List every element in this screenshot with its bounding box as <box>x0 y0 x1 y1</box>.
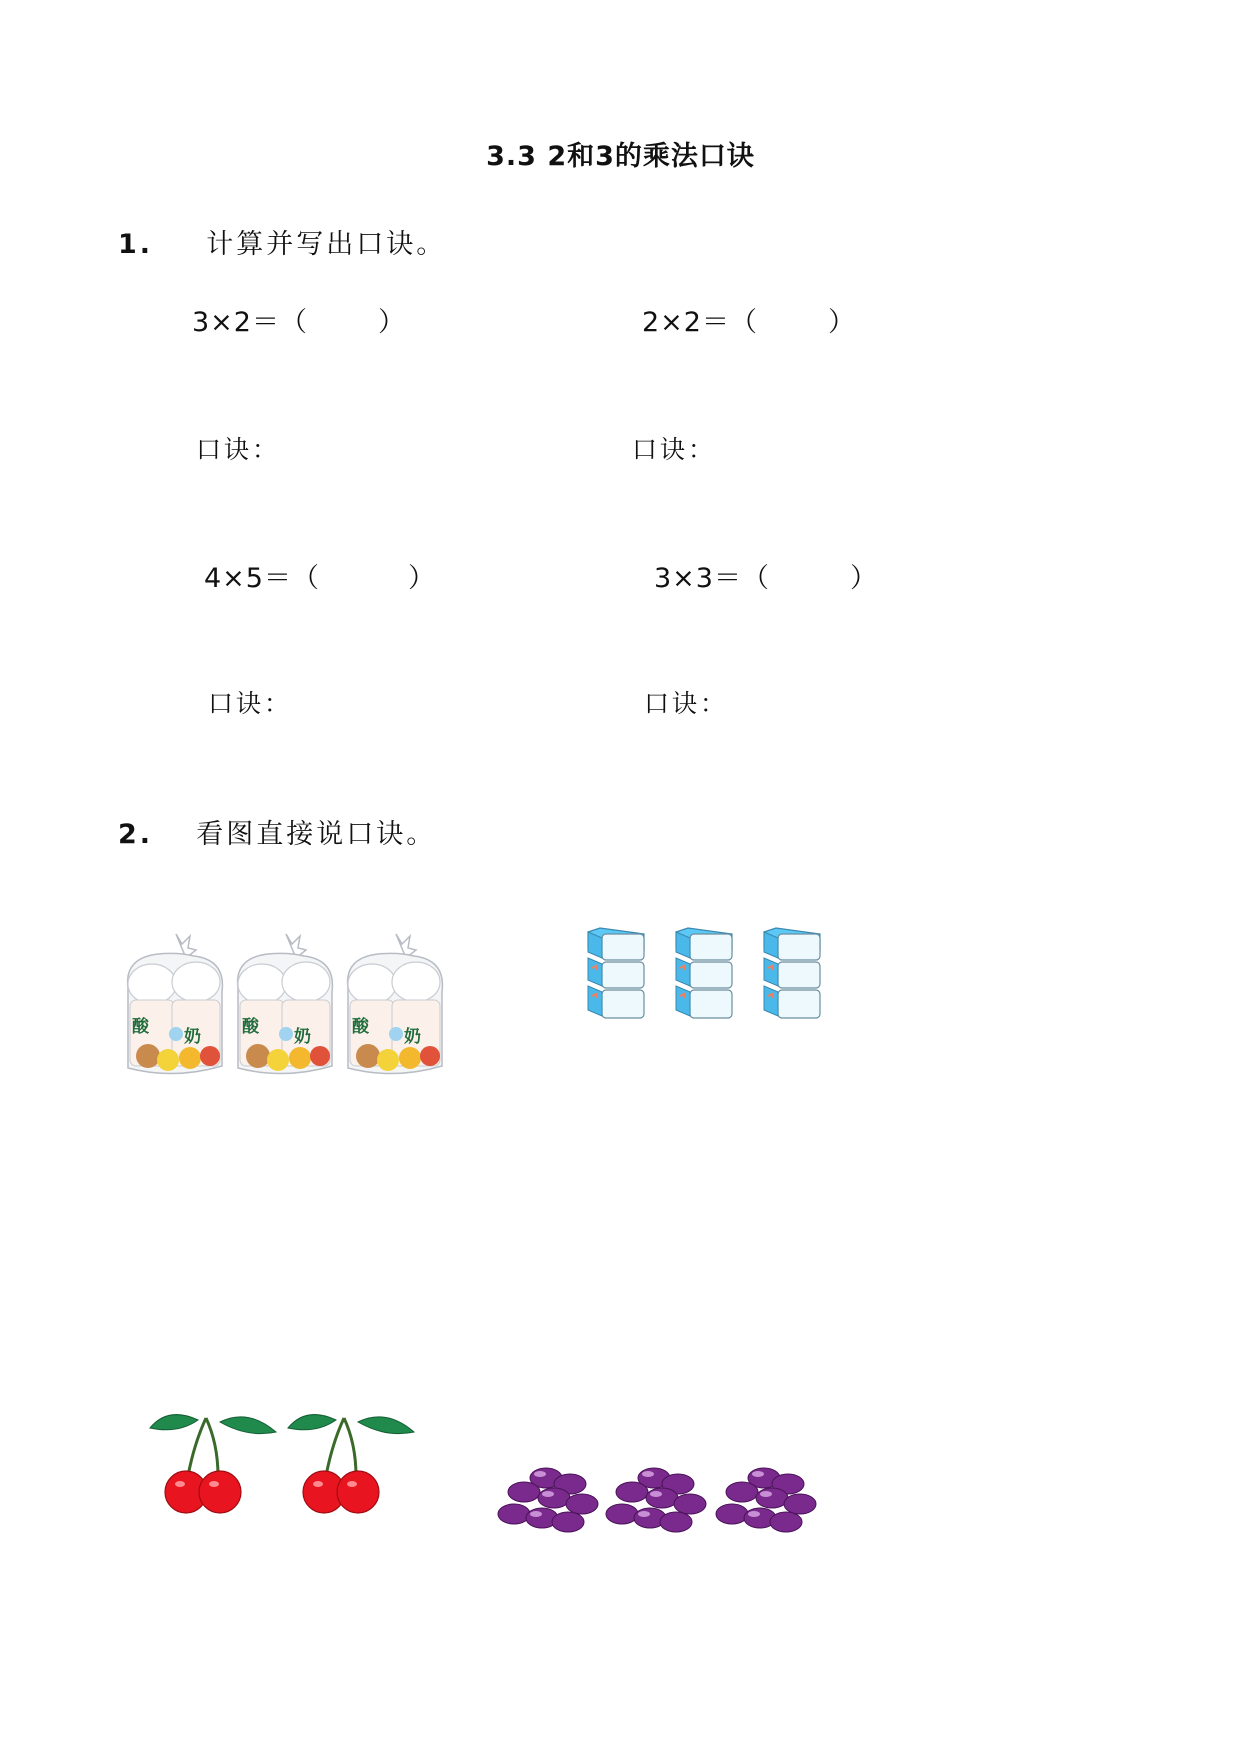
grape-bunch-icon <box>498 1468 598 1532</box>
rhyme-label-2: 口诀： <box>632 435 717 464</box>
page-title: 3.3 2和3的乘法口诀 <box>486 141 755 172</box>
milk-box-stack <box>676 928 732 1018</box>
milk-box-stack <box>588 928 644 1018</box>
grape-bunch-icon <box>716 1468 816 1532</box>
milk-boxes-picture <box>586 928 836 1048</box>
yogurt-bags-picture <box>118 928 458 1088</box>
yogurt-label-1: 酸 <box>242 1017 259 1037</box>
yogurt-bag-icon <box>128 934 223 1074</box>
yogurt-label-1: 酸 <box>352 1017 369 1037</box>
equation-4-expr: 3×3＝（ <box>654 563 770 594</box>
question-2-number: 2. <box>118 819 154 850</box>
question-2-text: 看图直接说口诀。 <box>196 819 437 850</box>
question-1-number: 1. <box>118 229 154 260</box>
yogurt-label-2: 奶 <box>404 1027 421 1047</box>
question-2 <box>118 812 436 851</box>
equation-1-close: ） <box>377 307 406 338</box>
milk-box-icon <box>764 986 820 1018</box>
rhyme-label-4: 口诀： <box>644 689 729 718</box>
grape-bunch-icon <box>606 1468 706 1532</box>
rhyme-label-3: 口诀： <box>208 689 293 718</box>
equation-3 <box>204 556 436 595</box>
cherry-icon <box>150 1415 276 1513</box>
yogurt-bag-icon <box>348 934 443 1074</box>
milk-box-icon <box>676 928 732 960</box>
equation-4 <box>654 556 878 595</box>
equation-3-expr: 4×5＝（ <box>204 563 320 594</box>
rhyme-label-1: 口诀： <box>196 435 281 464</box>
milk-box-icon <box>764 958 820 988</box>
milk-box-icon <box>676 958 732 988</box>
question-1 <box>118 222 446 261</box>
grapes-picture <box>494 1462 824 1542</box>
yogurt-label-2: 奶 <box>294 1027 311 1047</box>
equation-1-expr: 3×2＝（ <box>192 307 308 338</box>
milk-box-icon <box>676 986 732 1018</box>
yogurt-bag-icon <box>238 934 333 1074</box>
milk-box-icon <box>588 986 644 1018</box>
milk-box-icon <box>588 928 644 960</box>
cherries-picture <box>148 1404 428 1514</box>
equation-2 <box>642 300 856 339</box>
equation-2-expr: 2×2＝（ <box>642 307 758 338</box>
milk-box-stack <box>764 928 820 1018</box>
milk-box-icon <box>588 958 644 988</box>
equation-1 <box>192 300 406 339</box>
equation-2-close: ） <box>827 307 856 338</box>
cherry-icon <box>288 1415 414 1513</box>
milk-box-icon <box>764 928 820 960</box>
equation-3-close: ） <box>407 563 436 594</box>
equation-4-close: ） <box>849 563 878 594</box>
question-1-text: 计算并写出口诀。 <box>206 229 447 260</box>
